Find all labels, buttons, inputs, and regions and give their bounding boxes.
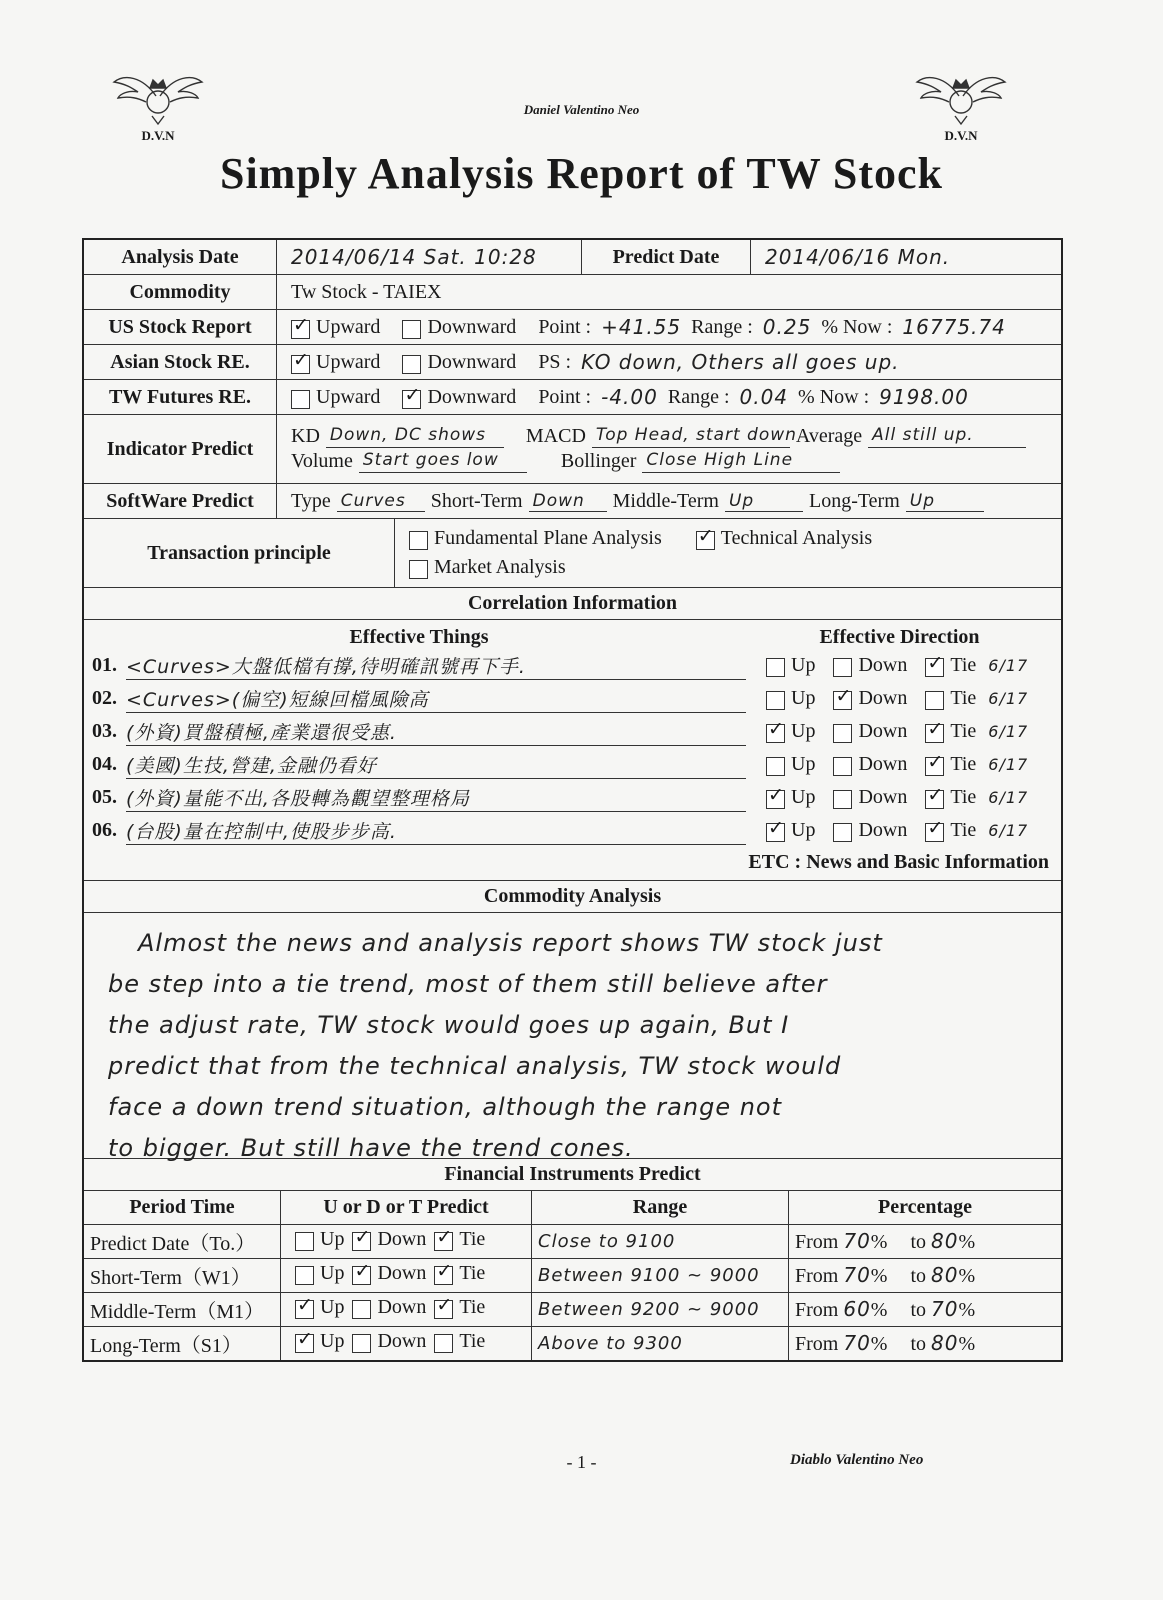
macd-value[interactable]: Top Head, start down <box>592 425 790 448</box>
tie-option[interactable]: ✓ Tie <box>925 720 976 743</box>
long-term-label: Long-Term <box>808 489 900 512</box>
up-option[interactable]: ✓ Up <box>766 786 815 809</box>
item-number: 03. <box>92 720 117 742</box>
up-option[interactable]: Up <box>766 753 815 776</box>
udt-cell <box>281 1259 532 1293</box>
checkbox[interactable] <box>833 724 852 743</box>
middle-term-label: Middle-Term <box>612 489 719 512</box>
down-option[interactable]: Down <box>833 753 907 776</box>
item-text[interactable]: (外資)量能不出,各股轉為觀望整理格局 <box>126 784 746 812</box>
item-number: 05. <box>92 786 117 808</box>
from-value[interactable]: 70 <box>843 1331 871 1355</box>
analysis-line: Almost the news and analysis report shows TW stock just <box>138 929 883 957</box>
item-text[interactable]: (外資)買盤積極,產業還很受惠. <box>126 718 746 746</box>
fundamental-option[interactable]: Fundamental Plane Analysis <box>409 527 662 550</box>
author-name: Daniel Valentino Neo <box>523 102 640 117</box>
checkbox-checked[interactable] <box>402 390 421 409</box>
checkbox[interactable] <box>766 691 785 710</box>
predict-date-label: Predict Date <box>582 240 751 274</box>
tw-downward-option[interactable]: ✓ Downward <box>402 386 516 409</box>
checkbox[interactable] <box>833 790 852 809</box>
kd-value[interactable]: Down, DC shows <box>326 425 504 448</box>
analysis-line: predict that from the technical analysis, TW stock would <box>108 1052 842 1080</box>
analysis-line: be step into a tie trend, most of them still believe after <box>108 970 828 998</box>
item-date[interactable]: 6/17 <box>988 788 1029 807</box>
range-label: Range : <box>691 315 753 338</box>
checkbox[interactable] <box>295 1334 314 1353</box>
checkbox[interactable] <box>402 355 421 374</box>
effective-things-list <box>84 649 1061 847</box>
analysis-date-label: Analysis Date <box>84 240 277 274</box>
page-number: - 1 - <box>566 1452 597 1472</box>
to-value[interactable]: 80 <box>931 1229 959 1253</box>
asian-stock-label: Asian Stock RE. <box>84 345 277 379</box>
transaction-fields <box>395 519 1061 587</box>
range-label: Range : <box>667 385 730 408</box>
bollinger-label: Bollinger <box>560 450 637 472</box>
tie-option[interactable]: Tie <box>434 1330 485 1353</box>
checkbox[interactable] <box>925 790 944 809</box>
direction-options <box>766 753 976 776</box>
checkbox[interactable] <box>409 560 428 579</box>
volume-value[interactable]: Start goes low <box>359 450 527 473</box>
us-stock-row <box>84 310 1061 345</box>
correlation-headers <box>84 620 1061 649</box>
up-option[interactable]: ✓ Up <box>295 1296 344 1319</box>
period-cell: Long-Term（S1） <box>84 1327 281 1361</box>
point-label: Point : <box>538 385 592 408</box>
volume-label: Volume <box>291 450 353 472</box>
long-term-value[interactable]: Up <box>906 491 984 512</box>
commodity-label: Commodity <box>84 275 277 309</box>
percentage-cell: From 70% to 80% <box>789 1225 1062 1259</box>
down-option[interactable]: Down <box>352 1296 426 1319</box>
software-row <box>84 484 1061 519</box>
kd-label: KD <box>291 425 320 447</box>
checkbox[interactable] <box>434 1334 453 1353</box>
logo-text: D.V.N <box>141 128 175 143</box>
asian-downward-option[interactable]: Downward <box>402 351 516 374</box>
report-form <box>82 238 1063 1362</box>
direction-options <box>766 720 976 743</box>
checkbox[interactable] <box>766 724 785 743</box>
item-number: 04. <box>92 753 117 775</box>
col-percentage: Percentage <box>789 1191 1062 1225</box>
checkbox[interactable] <box>766 658 785 677</box>
range-cell[interactable]: Between 9200 ~ 9000 <box>532 1293 789 1327</box>
financial-row <box>84 1327 1061 1361</box>
short-term-label: Short-Term <box>430 489 523 512</box>
software-label: SoftWare Predict <box>84 484 277 518</box>
effective-thing-row <box>84 748 1061 781</box>
up-option[interactable]: Up <box>295 1228 344 1251</box>
asian-stock-row <box>84 345 1061 380</box>
to-value[interactable]: 80 <box>931 1331 959 1355</box>
asian-ps-value[interactable]: KO down, Others all goes up. <box>581 350 900 374</box>
from-value[interactable]: 70 <box>843 1263 871 1287</box>
checkbox[interactable] <box>434 1300 453 1319</box>
checkbox[interactable] <box>925 691 944 710</box>
commodity-value[interactable]: Tw Stock - TAIEX <box>291 280 442 303</box>
checkbox[interactable] <box>352 1266 371 1285</box>
commodity-analysis-title: Commodity Analysis <box>84 881 1061 913</box>
udt-cell <box>281 1293 532 1327</box>
checkbox[interactable] <box>295 1232 314 1251</box>
from-value[interactable]: 70 <box>843 1229 871 1253</box>
financial-row <box>84 1259 1061 1293</box>
tie-option[interactable]: ✓ Tie <box>434 1228 485 1251</box>
logo-text: D.V.N <box>944 128 978 143</box>
middle-term-value[interactable]: Up <box>725 491 803 512</box>
up-option[interactable]: ✓ Up <box>295 1330 344 1353</box>
up-option[interactable]: Up <box>295 1262 344 1285</box>
tie-option[interactable]: Tie <box>925 687 976 710</box>
effective-thing-row <box>84 682 1061 715</box>
now-label: % Now : <box>798 385 870 408</box>
crest-icon <box>112 66 204 128</box>
item-date[interactable]: 6/17 <box>988 755 1029 774</box>
predict-date-value[interactable]: 2014/06/16 Mon. <box>765 245 951 269</box>
effective-direction-header: Effective Direction <box>819 626 980 648</box>
from-value[interactable]: 60 <box>843 1297 871 1321</box>
item-number: 06. <box>92 819 117 841</box>
effective-thing-row <box>84 649 1061 682</box>
col-period: Period Time <box>84 1191 281 1225</box>
col-range: Range <box>532 1191 789 1225</box>
checkbox[interactable] <box>925 757 944 776</box>
up-option[interactable]: Up <box>766 687 815 710</box>
up-option[interactable]: ✓ Up <box>766 819 815 842</box>
checkbox[interactable] <box>766 823 785 842</box>
analysis-line: face a down trend situation, although the range not <box>108 1093 783 1121</box>
macd-label: MACD <box>525 425 586 447</box>
checkbox[interactable] <box>766 790 785 809</box>
effective-things-header: Effective Things <box>349 626 489 648</box>
item-date[interactable]: 6/17 <box>988 722 1029 741</box>
checkbox[interactable] <box>833 823 852 842</box>
point-label: Point : <box>538 315 592 338</box>
checkbox[interactable] <box>295 1266 314 1285</box>
commodity-row <box>84 275 1061 310</box>
checkbox[interactable] <box>925 724 944 743</box>
item-date[interactable]: 6/17 <box>988 689 1029 708</box>
effective-thing-row <box>84 715 1061 748</box>
to-value[interactable]: 80 <box>931 1263 959 1287</box>
col-udt: U or D or T Predict <box>281 1191 532 1225</box>
item-text[interactable]: (台股)量在控制中,使股步步高. <box>126 817 746 845</box>
analysis-line: the adjust rate, TW stock would goes up again, But I <box>108 1011 790 1039</box>
effective-thing-row <box>84 781 1061 814</box>
checkbox[interactable] <box>434 1266 453 1285</box>
range-cell[interactable]: Above to 9300 <box>532 1327 789 1361</box>
range-cell[interactable]: Between 9100 ~ 9000 <box>532 1259 789 1293</box>
us-upward-option[interactable]: ✓ Upward <box>291 316 380 339</box>
page-title: Simply Analysis Report of TW Stock <box>219 149 944 198</box>
percentage-cell: From 70% to 80% <box>789 1327 1062 1361</box>
down-option[interactable]: ✓ Down <box>352 1228 426 1251</box>
period-cell: Short-Term（W1） <box>84 1259 281 1293</box>
checkbox[interactable] <box>833 757 852 776</box>
checkbox[interactable] <box>434 1232 453 1251</box>
tie-option[interactable]: ✓ Tie <box>925 753 976 776</box>
checkbox[interactable] <box>409 531 428 550</box>
type-label: Type <box>291 489 331 512</box>
item-date[interactable]: 6/17 <box>988 821 1029 840</box>
checkbox[interactable] <box>402 320 421 339</box>
bollinger-value[interactable]: Close High Line <box>642 450 840 473</box>
tie-option[interactable]: ✓ Tie <box>925 819 976 842</box>
udt-cell <box>281 1225 532 1259</box>
financial-title: Financial Instruments Predict <box>84 1159 1061 1191</box>
tie-option[interactable]: ✓ Tie <box>925 786 976 809</box>
analysis-date-row <box>84 240 1061 275</box>
analysis-date-value[interactable]: 2014/06/14 Sat. 10:28 <box>277 240 582 274</box>
us-stock-fields <box>277 310 1061 344</box>
asian-stock-fields <box>277 345 1061 379</box>
us-point-value[interactable]: +41.55 <box>601 315 682 339</box>
tie-option[interactable]: ✓ Tie <box>925 654 976 677</box>
checkbox[interactable] <box>352 1232 371 1251</box>
tw-futures-row <box>84 380 1061 415</box>
direction-options <box>766 654 976 677</box>
commodity-analysis-text[interactable] <box>84 913 1061 1162</box>
transaction-label: Transaction principle <box>84 519 395 587</box>
tie-option[interactable]: ✓ Tie <box>434 1262 485 1285</box>
checkbox[interactable] <box>352 1334 371 1353</box>
checkbox[interactable] <box>833 691 852 710</box>
financial-row <box>84 1293 1061 1327</box>
type-value[interactable]: Curves <box>337 491 425 512</box>
to-value[interactable]: 70 <box>931 1297 959 1321</box>
checkbox[interactable] <box>295 1300 314 1319</box>
item-text[interactable]: <Curves>(偏空)短線回檔風險高 <box>126 685 746 713</box>
tw-range-value[interactable]: 0.04 <box>739 385 789 409</box>
software-fields <box>277 484 1061 518</box>
direction-options <box>766 819 976 842</box>
udt-cell <box>281 1327 532 1361</box>
direction-options <box>766 687 976 710</box>
percentage-cell: From 70% to 80% <box>789 1259 1062 1293</box>
down-option[interactable]: Down <box>833 720 907 743</box>
short-term-value[interactable]: Down <box>529 491 607 512</box>
down-option[interactable]: Down <box>352 1330 426 1353</box>
ps-label: PS : <box>538 350 572 373</box>
transaction-row <box>84 519 1061 588</box>
tw-now-value[interactable]: 9198.00 <box>879 385 969 409</box>
up-option[interactable]: ✓ Up <box>766 720 815 743</box>
asian-upward-option[interactable]: ✓ Upward <box>291 351 380 374</box>
technical-option[interactable]: ✓ Technical Analysis <box>696 527 872 550</box>
direction-options <box>766 786 976 809</box>
item-number: 02. <box>92 687 117 709</box>
period-cell: Predict Date（To.） <box>84 1225 281 1259</box>
checkbox-checked[interactable] <box>291 320 310 339</box>
financial-row <box>84 1225 1061 1259</box>
checkbox[interactable] <box>925 658 944 677</box>
average-value[interactable]: All still up. <box>868 425 1026 448</box>
us-stock-label: US Stock Report <box>84 310 277 344</box>
footer-signature: Diablo Valentino Neo <box>790 1452 924 1468</box>
down-option[interactable]: Down <box>833 654 907 677</box>
item-number: 01. <box>92 654 117 676</box>
checkbox[interactable] <box>766 757 785 776</box>
us-range-value[interactable]: 0.25 <box>762 315 812 339</box>
tie-option[interactable]: ✓ Tie <box>434 1296 485 1319</box>
indicator-fields <box>277 415 1061 483</box>
checkbox-checked[interactable] <box>291 355 310 374</box>
tw-upward-option[interactable]: Upward <box>291 386 380 409</box>
crest-icon <box>915 66 1007 128</box>
up-option[interactable]: Up <box>766 654 815 677</box>
percentage-cell: From 60% to 70% <box>789 1293 1062 1327</box>
item-text[interactable]: <Curves>大盤低檔有撐,待明確訊號再下手. <box>126 652 746 680</box>
item-date[interactable]: 6/17 <box>988 656 1029 675</box>
period-cell: Middle-Term（M1） <box>84 1293 281 1327</box>
checkbox-checked[interactable] <box>696 531 715 550</box>
indicator-row <box>84 415 1061 484</box>
correlation-section <box>84 620 1061 881</box>
us-downward-option[interactable]: Downward <box>402 316 516 339</box>
range-cell[interactable]: Close to 9100 <box>532 1225 789 1259</box>
checkbox[interactable] <box>833 658 852 677</box>
etc-note: ETC : News and Basic Information <box>748 851 1049 873</box>
down-option[interactable]: ✓ Down <box>833 687 907 710</box>
financial-table <box>84 1191 1061 1360</box>
effective-thing-row <box>84 814 1061 847</box>
down-option[interactable]: ✓ Down <box>352 1262 426 1285</box>
now-label: % Now : <box>821 315 893 338</box>
market-option[interactable]: Market Analysis <box>409 556 566 579</box>
correlation-title: Correlation Information <box>84 588 1061 620</box>
checkbox[interactable] <box>291 390 310 409</box>
item-text[interactable]: (美國)生技,營建,金融仍看好 <box>126 751 746 779</box>
indicator-label: Indicator Predict <box>84 415 277 483</box>
checkbox[interactable] <box>352 1300 371 1319</box>
down-option[interactable]: Down <box>833 819 907 842</box>
tw-point-value[interactable]: -4.00 <box>601 385 658 409</box>
us-now-value[interactable]: 16775.74 <box>902 315 1006 339</box>
analysis-line: to bigger. But still have the trend cones. <box>108 1134 634 1162</box>
down-option[interactable]: Down <box>833 786 907 809</box>
average-label: Average <box>795 425 863 447</box>
tw-futures-fields <box>277 380 1061 414</box>
checkbox[interactable] <box>925 823 944 842</box>
tw-futures-label: TW Futures RE. <box>84 380 277 414</box>
